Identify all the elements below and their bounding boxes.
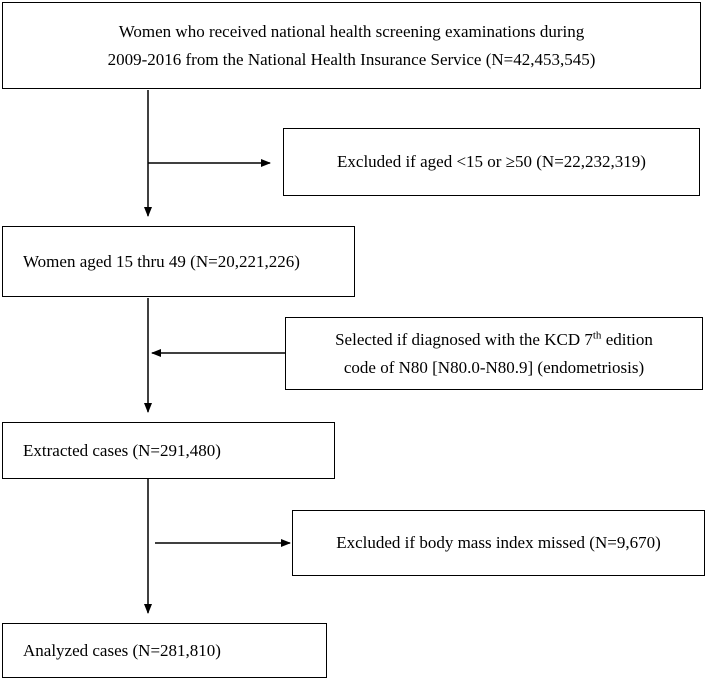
selected-line-2: code of N80 [N80.0-N80.9] (endometriosis) (343, 357, 645, 377)
screened-line-2: 2009-2016 from the National Health Insurance Service (N=42,453,545) (107, 49, 596, 69)
box-women-aged-15-49 (2, 226, 355, 297)
box-extracted-cases (2, 422, 335, 479)
box-excluded-age (283, 128, 700, 196)
box-analyzed-cases (2, 623, 327, 678)
analyzed-text: Analyzed cases (N=281,810) (23, 640, 221, 660)
selected-line-1-after: edition (601, 330, 653, 350)
box-screened-women (2, 2, 701, 89)
selected-line-1 (335, 326, 653, 353)
selected-line-1-sup: th (592, 329, 602, 342)
box-excluded-bmi (292, 510, 705, 576)
screened-line-1: Women who received national health screening examinations during (118, 22, 585, 42)
extracted-text: Extracted cases (N=291,480) (23, 440, 221, 460)
aged-15-49-text: Women aged 15 thru 49 (N=20,221,226) (23, 251, 300, 271)
excluded-age-text: Excluded if aged <15 or ≥50 (N=22,232,319) (337, 152, 646, 172)
excluded-bmi-text: Excluded if body mass index missed (N=9,670) (336, 533, 661, 553)
box-selected-diagnosis (285, 317, 703, 390)
selected-line-1-before: Selected if diagnosed with the KCD 7 (335, 330, 593, 350)
